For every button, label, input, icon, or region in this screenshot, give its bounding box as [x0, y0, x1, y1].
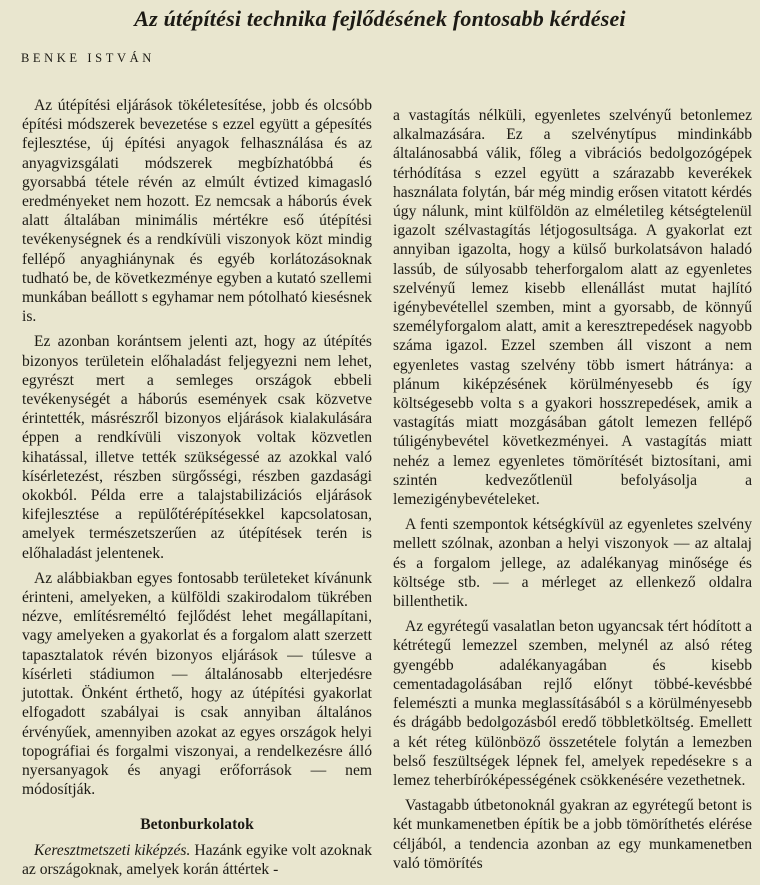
paragraph: A fenti szempontok kétségkívül az egyenletes szelvény mellett szólnak, azonban a helyi viszonyok — az altalaj és a forgalom jellege, az adalékanyag minősége és költsége stb. — a mérleget az ellenkező oldalra billenthetik. — [393, 516, 752, 611]
paragraph: Az egyrétegű vasalatlan beton ugyancsak tért hódított a kétrétegű lemezzel szemben, melynél az alsó réteg gyengébb adalékanyagában és kisebb cementadagolásában rejlő előnyt többé-kevésbbé felemészti a munka meglassításából s a körülményesebb és drágább bedolgozásból eredő többletköltség. Emellett a két réteg különböző összetétele folytán a lemezben belső feszültségek lépnek fel, amelyek repedésekre s a lemez teherbíróképességének csökkenésére vezethetnek. — [393, 618, 752, 789]
paragraph: Az alábbiakban egyes fontosabb területeket kívánunk érinteni, amelyeken, a külföldi szakirodalom tükrében nézve, említésreméltó fejlődést lehet megállapítani, vagy amelyeken a gyakorlat és a forgalom alatt szerzett tapasztalatok révén bizonyos eljárások — túlesve a kísérleti stádiumon — általánosabb elterjedésre jutottak. Önként érthető, hogy az útépítési gyakorlat elfogadott szabályai is csak annyiban általános érvényűek, amennyiben azokat az egyes országok helyi topográfiai és forgalmi viszonyai, a rendelkezésre álló nyersanyagok és anyagi erőforrások — nem módosítják. — [22, 569, 372, 799]
section-heading: Betonburkolatok — [140, 816, 254, 834]
subsection-heading: Keresztmetszeti kiképzés. — [34, 841, 191, 859]
left-column — [22, 96, 372, 885]
paragraph: Ez azonban korántsem jelenti azt, hogy az útépítés bizonyos területein előhaladást feljegyezni nem lehet, egyrészt mert a semleges országok ebbeli tevékenységét a háborús események csak közvetve érintették, másrészről bizonyos eljárások kialakulására éppen a rendkívüli viszonyok voltak közvetlen kihatással, illetve tették szükségessé az azokkal való kísérletezést, részben sürgősségi, részben gazdasági okokból. Példa erre a talajstabilizációs eljárások kifejlesztése a repülőtérépítésekkel kapcsolatosan, amelyek természetszerűen az útépítések terén is előhaladást jelentenek. — [22, 333, 372, 562]
paragraph: Vastagabb útbetonoknál gyakran az egyrétegű betont is két munkamenetben építik be a jobb tömöríthetés elérése céljából, a tendencia azonban az egy munkamenetben való tömörítés — [393, 797, 752, 872]
paragraph: a vastagítás nélküli, egyenletes szelvényű betonlemez alkalmazására. Ez a szelvénytípus mindinkább általánosabbá válik, főleg a vibrációs bedolgozógépek térhódítása s ezzel együtt a szárazabb keverékek használata folytán, bár még mindig erősen vitatott kérdés úgy nálunk, mint külföldön az elméletileg kétségtelenül igazolt szélvastagítás létjogosultsága. A gyakorlat ezt annyiban igazolta, hogy a külső burkolatsávon haladó lassúb, de súlyosabb teherforgalom alatt az egyenletes szelvényű lemez kisebb ellenállást mutat hajlító igénybevétellel szemben, mint a gyorsabb, de könnyű személyforgalom alatt, amit a keresztrepedések nagyobb száma igazol. Ezzel szemben áll viszont a nem egyenletes vastag szelvény több ismert hátránya: a plánum kiképzésének körülményesebb és így költségesebb volta s a gyakori hosszrepedések, amik a vastagítás miatt mozgásában gátolt lemezen fellépő túligénybevétel következményei. A vastagítás miatt nehéz a lemez egyenletes tömörítését biztosítani, ami szintén kedvezőtlenül befolyásolja a lemezigénybevételeket. — [393, 107, 752, 509]
article-title: Az útépítési technika fejlődésének fontosabb kérdései — [134, 6, 626, 31]
article-author: BENKE ISTVÁN — [21, 51, 155, 65]
paragraph — [22, 841, 372, 879]
right-column — [393, 106, 752, 879]
subsection-text: Hazánk egyike volt azoknak az országoknak, amelyek korán áttértek - — [22, 841, 372, 878]
paragraph: Az útépítési eljárások tökéletesítése, jobb és olcsóbb építési módszerek bevezetése s ezzel együtt a gépesítés fejlesztése, új építési anyagok felhasználása és az anyagvizsgálati módszerek megbízhatóbbá és gyorsabbá tétele révén az elmúlt évtized kimagasló eredményeket nem hozott. Ez nemcsak a háborús évek alatt általában minimális mértékre eső útépítési tevékenységnek és a rendkívüli viszonyok közt mindig fellépő anyaghiánynak és egyéb korlátozásoknak tudható be, de következménye egyben a kutató szellemi munkában beállott s egyhamar nem pótolható kiesésnek is. — [22, 97, 372, 326]
